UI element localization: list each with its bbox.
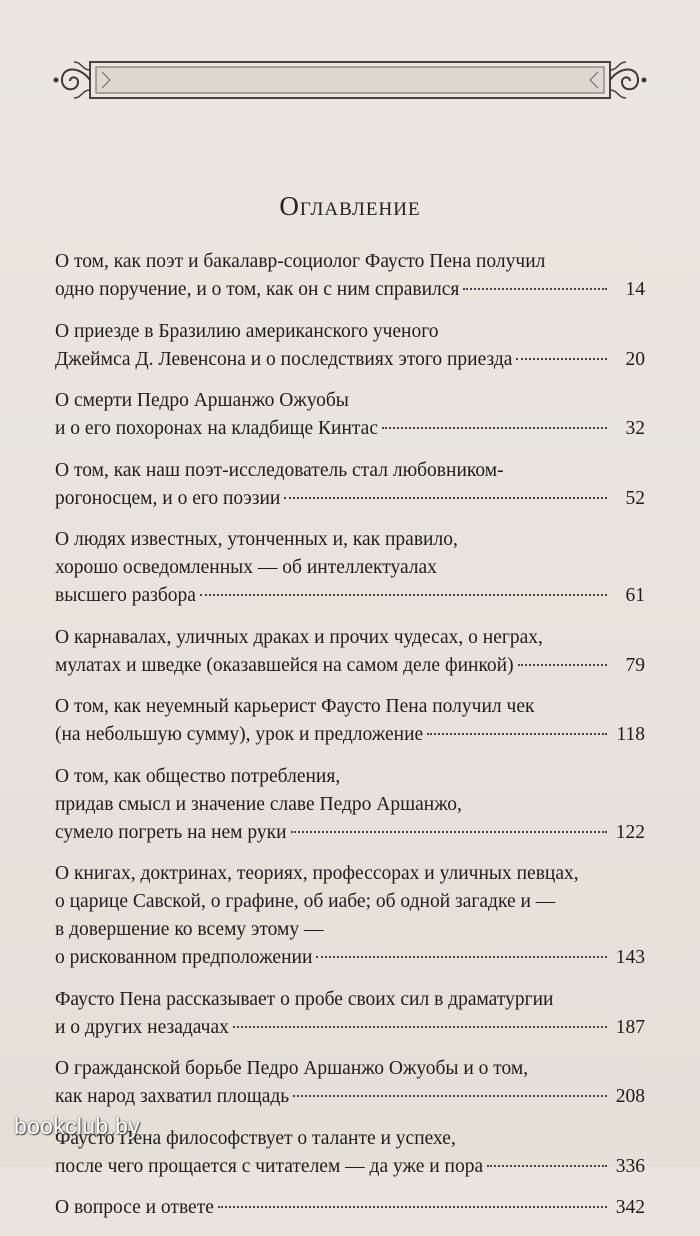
dot-leader xyxy=(291,831,607,833)
toc-entry-line: О людях известных, утонченных и, как правило, xyxy=(55,529,458,550)
toc-entry-line: О гражданской борьбе Педро Аршанжо Ожуобы и о том, xyxy=(55,1058,529,1079)
toc-entry-last-line xyxy=(55,276,645,304)
toc-entry-line: Фаусто Пена философствует о таланте и успехе, xyxy=(55,1127,456,1149)
dot-leader xyxy=(382,427,607,429)
toc-entry xyxy=(55,526,645,610)
toc-entry-last-line xyxy=(55,1083,645,1111)
toc-entry-line: О приезде в Бразилию американского ученого xyxy=(55,320,439,342)
toc-entry-line: о царице Савской, о графине, об иабе; об одной загадке и — xyxy=(55,891,556,912)
toc-entry-line: как народ захватил площадь xyxy=(55,1086,290,1107)
toc-entry-line: хорошо осведомленных — об интеллектуалах xyxy=(55,557,437,578)
toc-entry-line: мулатах и шведке (оказавшейся на самом деле финкой) xyxy=(55,654,514,676)
toc-entry-line: одно поручение, и о том, как он с ним справился xyxy=(55,279,460,300)
page-title: Оглавление xyxy=(279,191,421,221)
toc-entry-line: Фаусто Пена рассказывает о пробе своих сил в драматургии xyxy=(55,988,554,1010)
toc-page-number: 14 xyxy=(625,279,645,300)
toc-page-number: 143 xyxy=(615,947,645,968)
toc-page-number: 118 xyxy=(616,724,645,745)
table-of-contents xyxy=(55,248,645,1236)
toc-entry-line: после чего прощается с читателем — да уже и пора xyxy=(55,1155,484,1177)
toc-page-number: 20 xyxy=(625,348,645,370)
site-watermark: bookclub.by xyxy=(14,1113,141,1139)
dot-leader xyxy=(518,664,607,666)
toc-entry-line: и о его похоронах на кладбище Кинтас xyxy=(55,418,378,439)
toc-page-number: 61 xyxy=(625,585,645,606)
toc-entry-line: высшего разбора xyxy=(55,585,196,606)
toc-page-number: 52 xyxy=(625,487,645,509)
dot-leader xyxy=(316,956,607,958)
dot-leader xyxy=(233,1026,607,1028)
toc-entry xyxy=(55,387,645,443)
toc-entry xyxy=(55,1194,645,1222)
toc-entry-line: О том, как поэт и бакалавр-социолог Фаусто Пена получил xyxy=(55,251,546,272)
toc-entry-last-line xyxy=(55,415,645,443)
toc-entry xyxy=(55,1125,645,1181)
toc-entry-line: О смерти Педро Аршанжо Ожуобы xyxy=(55,390,349,411)
toc-page-number: 32 xyxy=(625,418,645,439)
toc-entry-last-line xyxy=(55,652,645,680)
toc-page-number: 336 xyxy=(615,1155,645,1177)
toc-page-number: 342 xyxy=(615,1197,645,1218)
toc-entry-line: рогоносцем, и о его поэзии xyxy=(55,487,281,509)
toc-entry-line: придав смысл и значение славе Педро Аршанжо, xyxy=(55,793,462,815)
dot-leader xyxy=(516,358,607,360)
toc-page-number: 187 xyxy=(615,1016,645,1038)
toc-entry xyxy=(55,248,645,304)
toc-page-number: 122 xyxy=(615,821,645,843)
toc-entry xyxy=(55,860,645,972)
toc-entry xyxy=(55,763,645,847)
toc-entry-line: О том, как наш поэт-исследователь стал любовником- xyxy=(55,459,504,481)
toc-entry-last-line xyxy=(55,346,645,374)
dot-leader xyxy=(487,1165,607,1167)
toc-page-number: 208 xyxy=(615,1086,645,1107)
toc-entry-line: О том, как общество потребления, xyxy=(55,765,341,787)
toc-entry-last-line xyxy=(55,1014,645,1042)
dot-leader xyxy=(200,594,607,596)
toc-entry-line: о рискованном предположении xyxy=(55,947,313,968)
toc-entry-line: О том, как неуемный карьерист Фаусто Пена получил чек xyxy=(55,696,535,717)
toc-entry-last-line xyxy=(55,819,645,847)
toc-entry xyxy=(55,986,645,1042)
dot-leader xyxy=(463,288,607,290)
dot-leader xyxy=(284,497,607,499)
toc-entry-line: в довершение ко всему этому — xyxy=(55,919,324,940)
toc-entry-last-line xyxy=(55,721,645,749)
dot-leader xyxy=(293,1095,607,1097)
toc-entry-last-line xyxy=(55,1194,645,1222)
toc-entry-line: О карнавалах, уличных драках и прочих чудесах, о неграх, xyxy=(55,626,543,648)
dot-leader xyxy=(218,1206,607,1208)
dot-leader xyxy=(427,733,607,735)
toc-entry-line: О книгах, доктринах, теориях, профессорах и уличных певцах, xyxy=(55,863,579,884)
decorative-header-ornament xyxy=(52,56,648,104)
toc-entry xyxy=(55,318,645,374)
toc-entry-last-line xyxy=(55,944,645,972)
toc-entry-last-line xyxy=(55,582,645,610)
toc-entry-line: О вопросе и ответе xyxy=(55,1197,214,1218)
toc-entry xyxy=(55,693,645,749)
toc-page-number: 79 xyxy=(625,654,645,676)
toc-entry-line: и о других незадачах xyxy=(55,1016,229,1038)
toc-entry-line: сумело погреть на нем руки xyxy=(55,821,287,843)
toc-entry-last-line xyxy=(55,485,645,513)
toc-entry xyxy=(55,1055,645,1111)
toc-entry-line: Джеймса Д. Левенсона и о последствиях этого приезда xyxy=(55,348,513,370)
toc-entry-line: (на небольшую сумму), урок и предложение xyxy=(55,724,424,745)
toc-entry xyxy=(55,624,645,680)
toc-entry xyxy=(55,457,645,513)
